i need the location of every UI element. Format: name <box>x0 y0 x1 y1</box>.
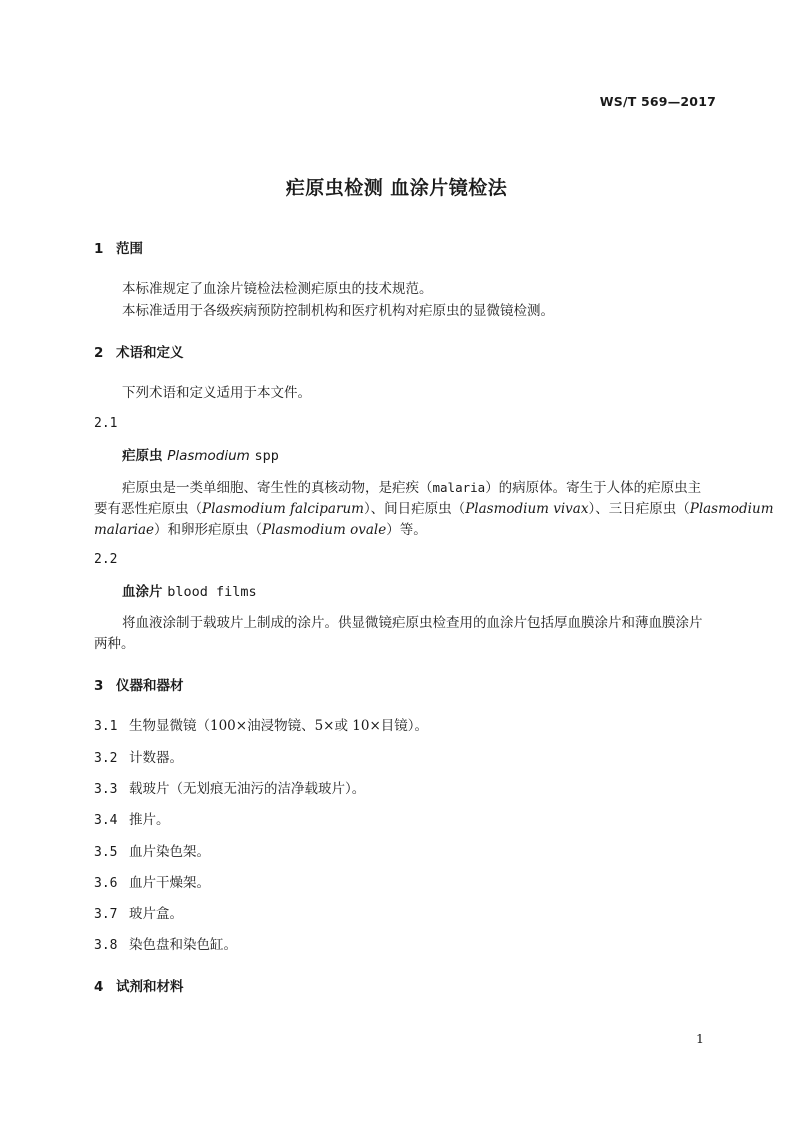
item-text: 玻片盒。 <box>129 906 183 922</box>
clause-number: 2.2 <box>94 552 118 567</box>
text: 要有恶性疟原虫（ <box>94 501 202 517</box>
item-number: 3.8 <box>94 938 118 953</box>
item-text: 计数器。 <box>129 750 183 766</box>
definition-line <box>94 520 427 540</box>
list-item <box>94 810 170 831</box>
item-text: 生物显微镜（100×油浸物镜、5×或 10×目镜）。 <box>129 718 429 734</box>
text: ）、间日疟原虫（ <box>363 501 466 517</box>
paragraph: 本标准适用于各级疾病预防控制机构和医疗机构对疟原虫的显微镜检测。 <box>122 303 554 319</box>
item-number: 3.3 <box>94 782 118 797</box>
definition-line: 两种。 <box>94 636 135 652</box>
page-number: 1 <box>696 1031 704 1046</box>
definition-line <box>122 478 701 498</box>
document-id: WS/T 569—2017 <box>599 94 716 109</box>
section-heading-4 <box>94 977 184 997</box>
section-heading-1 <box>94 239 143 259</box>
term-zh: 疟原虫 <box>122 448 163 464</box>
text: 疟原虫是一类单细胞、寄生性的真核动物，是疟疾（ <box>122 480 433 496</box>
term-zh: 血涂片 <box>122 584 163 600</box>
paragraph: 本标准规定了血涂片镜检法检测疟原虫的技术规范。 <box>122 281 433 297</box>
document-title: 疟原虫检测 血涂片镜检法 <box>285 177 508 199</box>
item-text: 载玻片（无划痕无油污的洁净载玻片）。 <box>129 781 366 797</box>
section-number: 2 <box>94 345 104 361</box>
list-item <box>94 873 210 894</box>
species-name: malariae <box>94 522 155 538</box>
text: malaria <box>432 480 486 495</box>
text: ）的病原体。寄生于人体的疟原虫主 <box>485 480 702 496</box>
section-heading-3 <box>94 676 184 696</box>
paragraph: 下列术语和定义适用于本文件。 <box>122 385 311 401</box>
list-item <box>94 935 237 956</box>
text: ）和卵形疟原虫（ <box>154 522 263 538</box>
item-number: 3.2 <box>94 751 118 766</box>
clause-number: 2.1 <box>94 416 118 431</box>
term-latin: Plasmodium <box>167 448 250 464</box>
section-heading-2 <box>94 343 184 363</box>
term-en: blood films <box>167 584 257 600</box>
item-number: 3.7 <box>94 907 118 922</box>
item-number: 3.6 <box>94 876 118 891</box>
item-number: 3.1 <box>94 719 118 734</box>
list-item <box>94 748 183 769</box>
item-number: 3.4 <box>94 813 118 828</box>
list-item <box>94 779 365 800</box>
item-text: 染色盘和染色缸。 <box>129 937 237 953</box>
list-item <box>94 904 183 925</box>
list-item <box>94 716 428 737</box>
species-name: Plasmodium vivax <box>465 501 589 517</box>
term-entry <box>122 446 279 466</box>
item-text: 推片。 <box>129 812 170 828</box>
item-text: 血片干燥架。 <box>129 875 210 891</box>
term-entry <box>122 582 257 602</box>
species-name: Plasmodium <box>689 501 774 517</box>
species-name: Plasmodium ovale <box>262 522 387 538</box>
section-title: 仪器和器材 <box>116 678 184 694</box>
definition-line <box>94 499 774 519</box>
section-title: 试剂和材料 <box>116 979 184 995</box>
list-item <box>94 842 210 863</box>
item-text: 血片染色架。 <box>129 844 210 860</box>
species-name: Plasmodium falciparum <box>202 501 364 517</box>
item-number: 3.5 <box>94 845 118 860</box>
section-title: 范围 <box>116 241 143 257</box>
section-title: 术语和定义 <box>116 345 184 361</box>
text: ）、三日疟原虫（ <box>588 501 690 517</box>
section-number: 4 <box>94 979 104 995</box>
term-suffix: spp <box>254 448 279 464</box>
text: ）等。 <box>386 522 427 538</box>
section-number: 3 <box>94 678 104 694</box>
definition-line: 将血液涂制于载玻片上制成的涂片。供显微镜疟原虫检查用的血涂片包括厚血膜涂片和薄血膜涂片 <box>122 615 703 631</box>
section-number: 1 <box>94 241 104 257</box>
